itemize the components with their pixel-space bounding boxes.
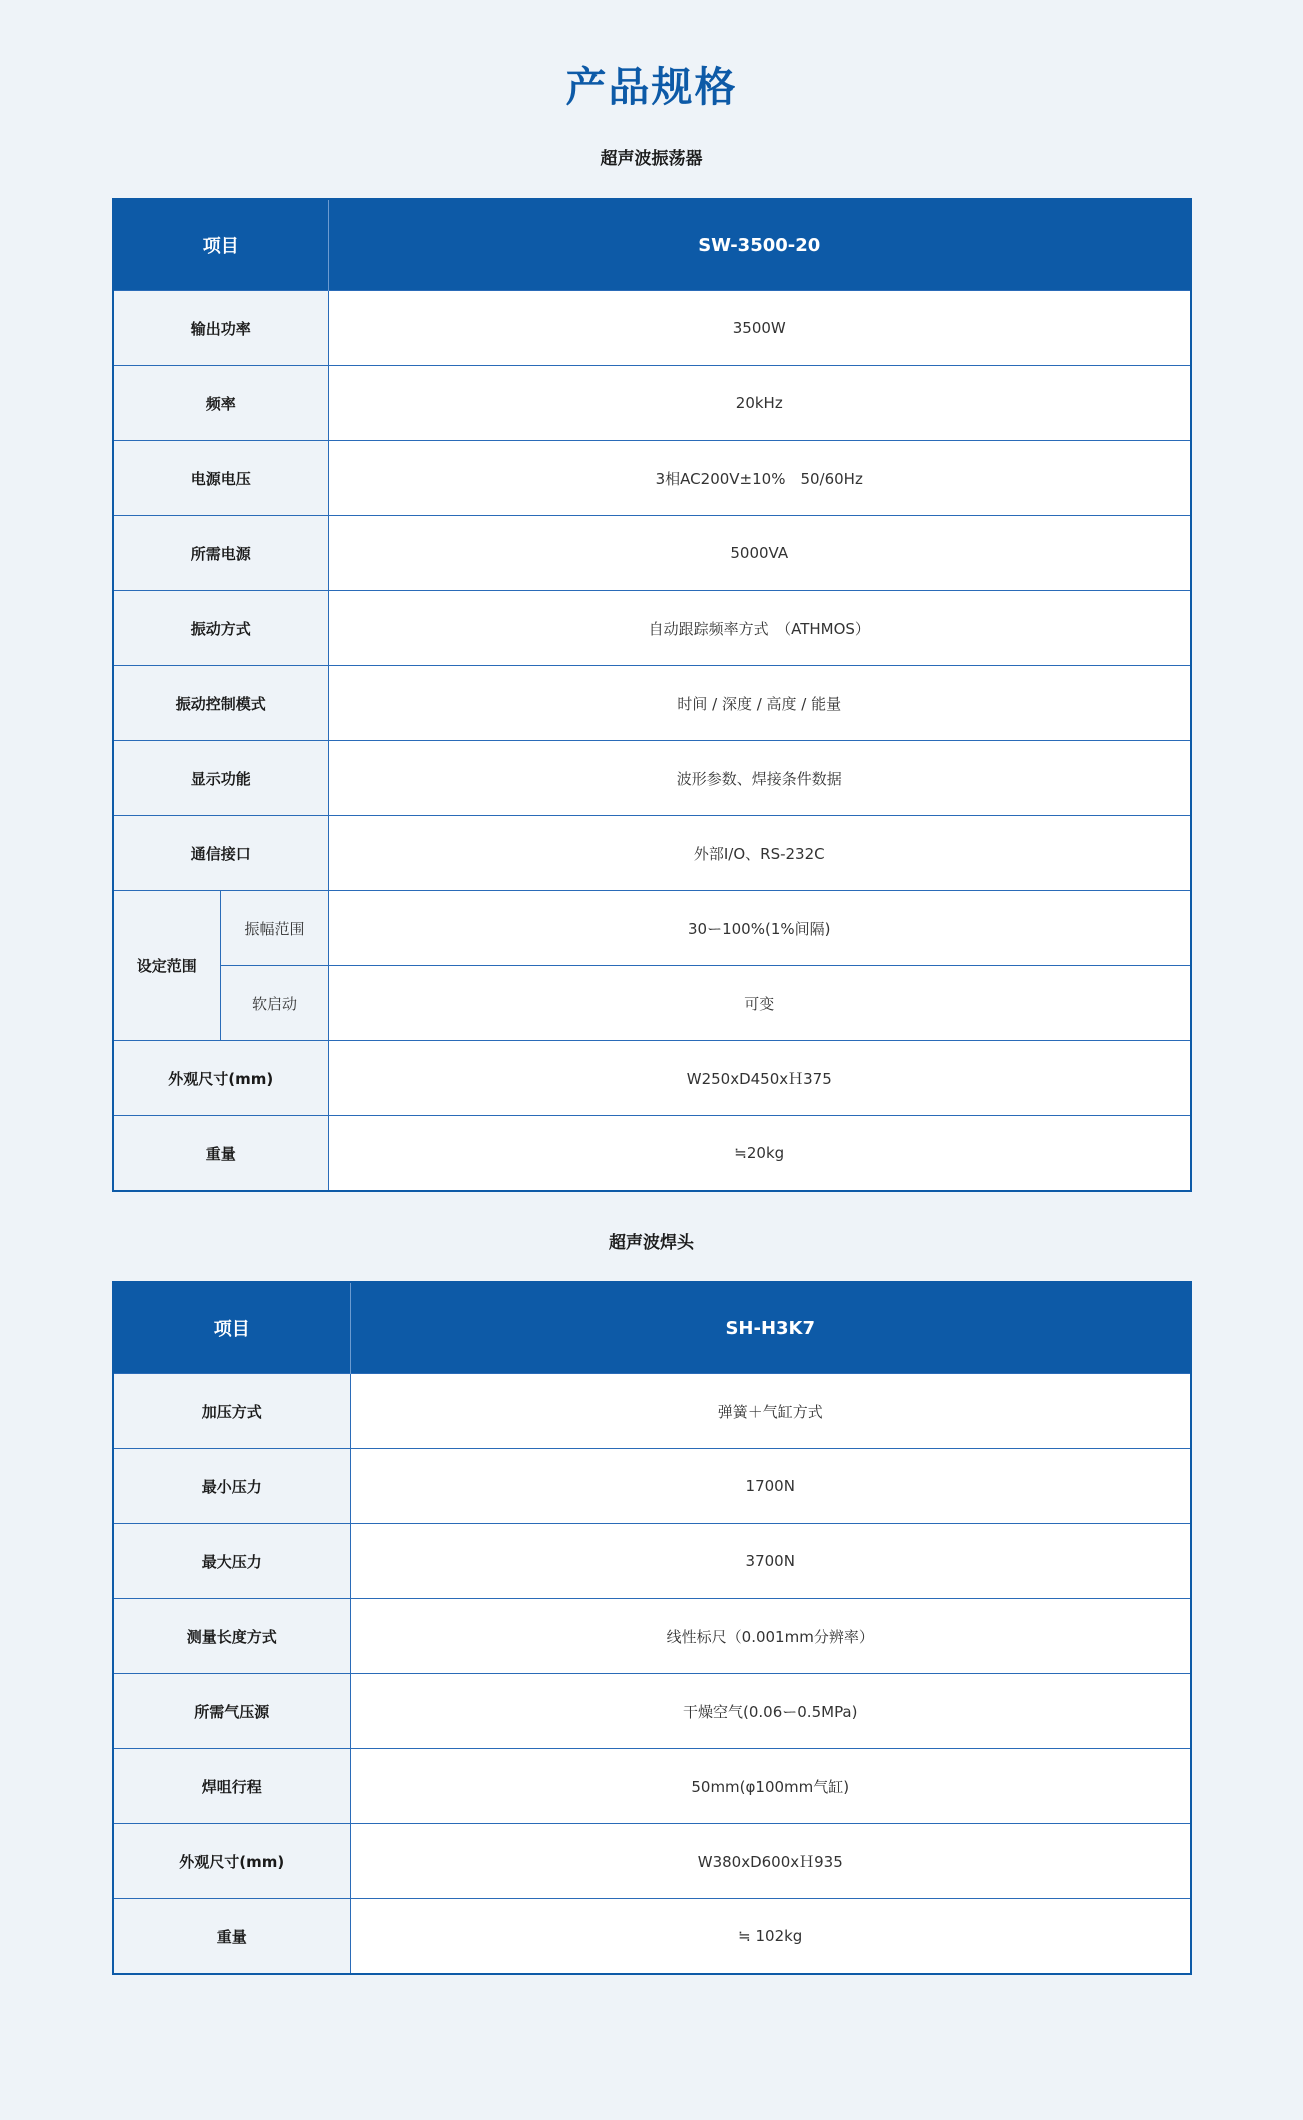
header-model: SW-3500-20 xyxy=(329,199,1191,291)
table-row xyxy=(113,591,1191,666)
table-row xyxy=(113,1674,1191,1749)
table-row xyxy=(113,1041,1191,1116)
row-label: 最小压力 xyxy=(113,1449,351,1524)
row-label: 振动控制模式 xyxy=(113,666,329,741)
row-value: W380xD600xＨ935 xyxy=(351,1824,1191,1899)
page-title: 产品规格 xyxy=(565,63,738,111)
table-row xyxy=(113,1374,1191,1449)
table-row xyxy=(113,816,1191,891)
row-value: ≒ 102kg xyxy=(351,1899,1191,1975)
row-label: 测量长度方式 xyxy=(113,1599,351,1674)
header-item-label: 项目 xyxy=(113,199,329,291)
oscillator-section-title: 超声波振荡器 xyxy=(600,149,703,169)
table-row xyxy=(113,1599,1191,1674)
row-value: 干燥空气(0.06ー0.5MPa) xyxy=(351,1674,1191,1749)
row-label: 外观尺寸(mm) xyxy=(113,1824,351,1899)
row-value: 3700N xyxy=(351,1524,1191,1599)
row-value: 自动跟踪频率方式 （ATHMOS） xyxy=(329,591,1191,666)
row-label: 所需气压源 xyxy=(113,1674,351,1749)
row-label: 频率 xyxy=(113,366,329,441)
table-row xyxy=(113,1449,1191,1524)
header-model: SH-H3K7 xyxy=(351,1282,1191,1374)
row-value: 弹簧＋气缸方式 xyxy=(351,1374,1191,1449)
table-row xyxy=(113,1749,1191,1824)
row-label: 所需电源 xyxy=(113,516,329,591)
table-row xyxy=(113,291,1191,366)
row-value: 1700N xyxy=(351,1449,1191,1524)
table-row xyxy=(113,1524,1191,1599)
row-label: 通信接口 xyxy=(113,816,329,891)
table-row xyxy=(113,441,1191,516)
row-label: 振动方式 xyxy=(113,591,329,666)
table-row xyxy=(113,1824,1191,1899)
row-value: 线性标尺（0.001mm分辨率） xyxy=(351,1599,1191,1674)
table-row xyxy=(113,1116,1191,1192)
horn-section-title: 超声波焊头 xyxy=(609,1233,694,1253)
horn-spec-table xyxy=(112,1281,1192,1975)
table-header-row xyxy=(113,199,1191,291)
row-sublabel: 软启动 xyxy=(221,966,329,1041)
table-row xyxy=(113,1899,1191,1975)
row-label: 电源电压 xyxy=(113,441,329,516)
row-value: 30ー100%(1%间隔) xyxy=(329,891,1191,966)
row-label: 显示功能 xyxy=(113,741,329,816)
oscillator-spec-table xyxy=(112,198,1192,1192)
row-value: 可变 xyxy=(329,966,1191,1041)
row-label: 焊咀行程 xyxy=(113,1749,351,1824)
row-value: 20kHz xyxy=(329,366,1191,441)
table-header-row xyxy=(113,1282,1191,1374)
table-row xyxy=(113,741,1191,816)
row-value: 3500W xyxy=(329,291,1191,366)
table-row xyxy=(113,966,1191,1041)
row-label: 最大压力 xyxy=(113,1524,351,1599)
table-row xyxy=(113,516,1191,591)
row-value: 外部I/O、RS-232C xyxy=(329,816,1191,891)
row-value: 波形参数、焊接条件数据 xyxy=(329,741,1191,816)
row-value: W250xD450xＨ375 xyxy=(329,1041,1191,1116)
row-label: 重量 xyxy=(113,1899,351,1975)
row-value: 50mm(φ100mm气缸) xyxy=(351,1749,1191,1824)
row-value: 时间 / 深度 / 高度 / 能量 xyxy=(329,666,1191,741)
setting-group-label: 设定范围 xyxy=(113,891,221,1041)
row-sublabel: 振幅范围 xyxy=(221,891,329,966)
row-value: 5000VA xyxy=(329,516,1191,591)
row-value: ≒20kg xyxy=(329,1116,1191,1192)
row-label: 加压方式 xyxy=(113,1374,351,1449)
header-item-label: 项目 xyxy=(113,1282,351,1374)
table-row xyxy=(113,666,1191,741)
row-label: 重量 xyxy=(113,1116,329,1192)
row-label: 输出功率 xyxy=(113,291,329,366)
row-value: 3相AC200V±10% 50/60Hz xyxy=(329,441,1191,516)
table-row xyxy=(113,366,1191,441)
row-label: 外观尺寸(mm) xyxy=(113,1041,329,1116)
table-row xyxy=(113,891,1191,966)
